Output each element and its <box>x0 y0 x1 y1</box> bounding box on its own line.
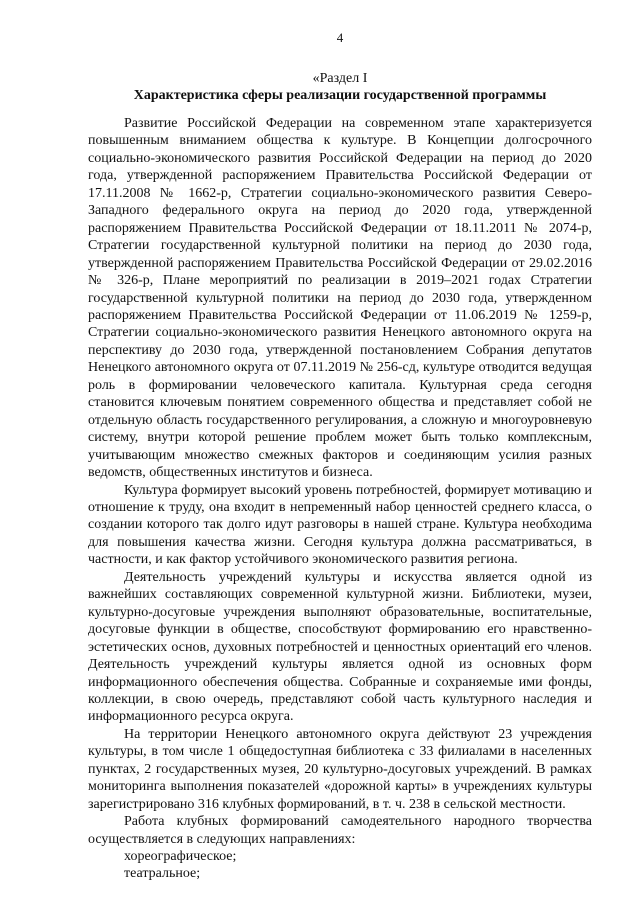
paragraph: Деятельность учреждений культуры и искусства является одной из важнейших составляющих современной культурной жизни. Библиотеки, музеи, культурно-досуговые учреждения выполняют образовательные, воспитательные, досуговые функции в обществе, способствуют формированию его нравственно-эстетических основ, духовных потребностей и ценностных ориентаций его членов. Деятельность учреждений культуры является одной из основных форм информационного обеспечения общества. Собранные и сохраняемые ими фонды, коллекции, в свою очередь, представляют собой часть культурного наследия и информационного ресурса округа. <box>88 569 592 725</box>
list-item: театральное; <box>124 866 201 882</box>
page-number: 4 <box>336 30 344 45</box>
section-label: «Раздел I <box>312 71 368 86</box>
paragraph: Культура формирует высокий уровень потребностей, формирует мотивацию и отношение к труду, она входит в непременный набор ценностей среднего класса, о создании которого так долго идут разговоры в нашей стране. Культура необходима для повышения качества жизни. Сегодня культура должна рассматриваться, в частности, и как фактор устойчивого экономического развития региона. <box>88 482 592 568</box>
list-item: хореографическое; <box>124 849 237 865</box>
paragraph: Развитие Российской Федерации на современном этапе характеризуется повышенным вниманием общества к культуре. В Концепции долгосрочного социально-экономического развития Российской Федерации на период до 2020 года, утвержденной распоряжением Правительства Российской Федерации от 17.11.2008 № 1662-р, Стратегии социально-экономического развития Северо-Западного федерального округа на период до 2020 года, утвержденной распоряжением Правительства Российской Федерации от 18.11.2011 № 2074-р, Стратегии государственной культурной политики на период до 2030 года, утвержденной распоряжением Правительства Российской Федерации от 29.02.2016 № 326-р, Плане мероприятий по реализации в 2019–2021 годах Стратегии государственной культурной политики на период до 2030 года, утвержденном распоряжением Правительства Российской Федерации от 11.06.2019 № 1259-р, Стратегии социально-экономического развития Ненецкого автономного округа на перспективу до 2030 года, утвержденной постановлением Собрания депутатов Ненецкого автономного округа от 07.11.2019 № 256-сд, культуре отводится ведущая роль в формировании человеческого капитала. Культурная среда сегодня становится ключевым понятием современного общества и представляет собой не отдельную область государственного регулирования, а сложную и многоуровневую систему, внутри которой решение проблем может быть только комплексным, учитывающим множество смежных факторов и соединяющим усилия разных ведомств, общественных институтов и бизнеса. <box>88 116 592 481</box>
paragraph: Работа клубных формирований самодеятельного народного творчества осуществляется в следующих направлениях: <box>88 814 592 847</box>
paragraph: На территории Ненецкого автономного округа действуют 23 учреждения культуры, в том числе 1 общедоступная библиотека с 33 филиалами в населенных пунктах, 2 государственных музея, 20 культурно-досуговых учреждений. В рамках мониторинга выполнения показателей «дорожной карты» в учреждениях культуры зарегистрировано 316 клубных формирований, в т. ч. 238 в сельской местности. <box>88 726 592 812</box>
section-title: Характеристика сферы реализации государственной программы <box>133 88 547 103</box>
